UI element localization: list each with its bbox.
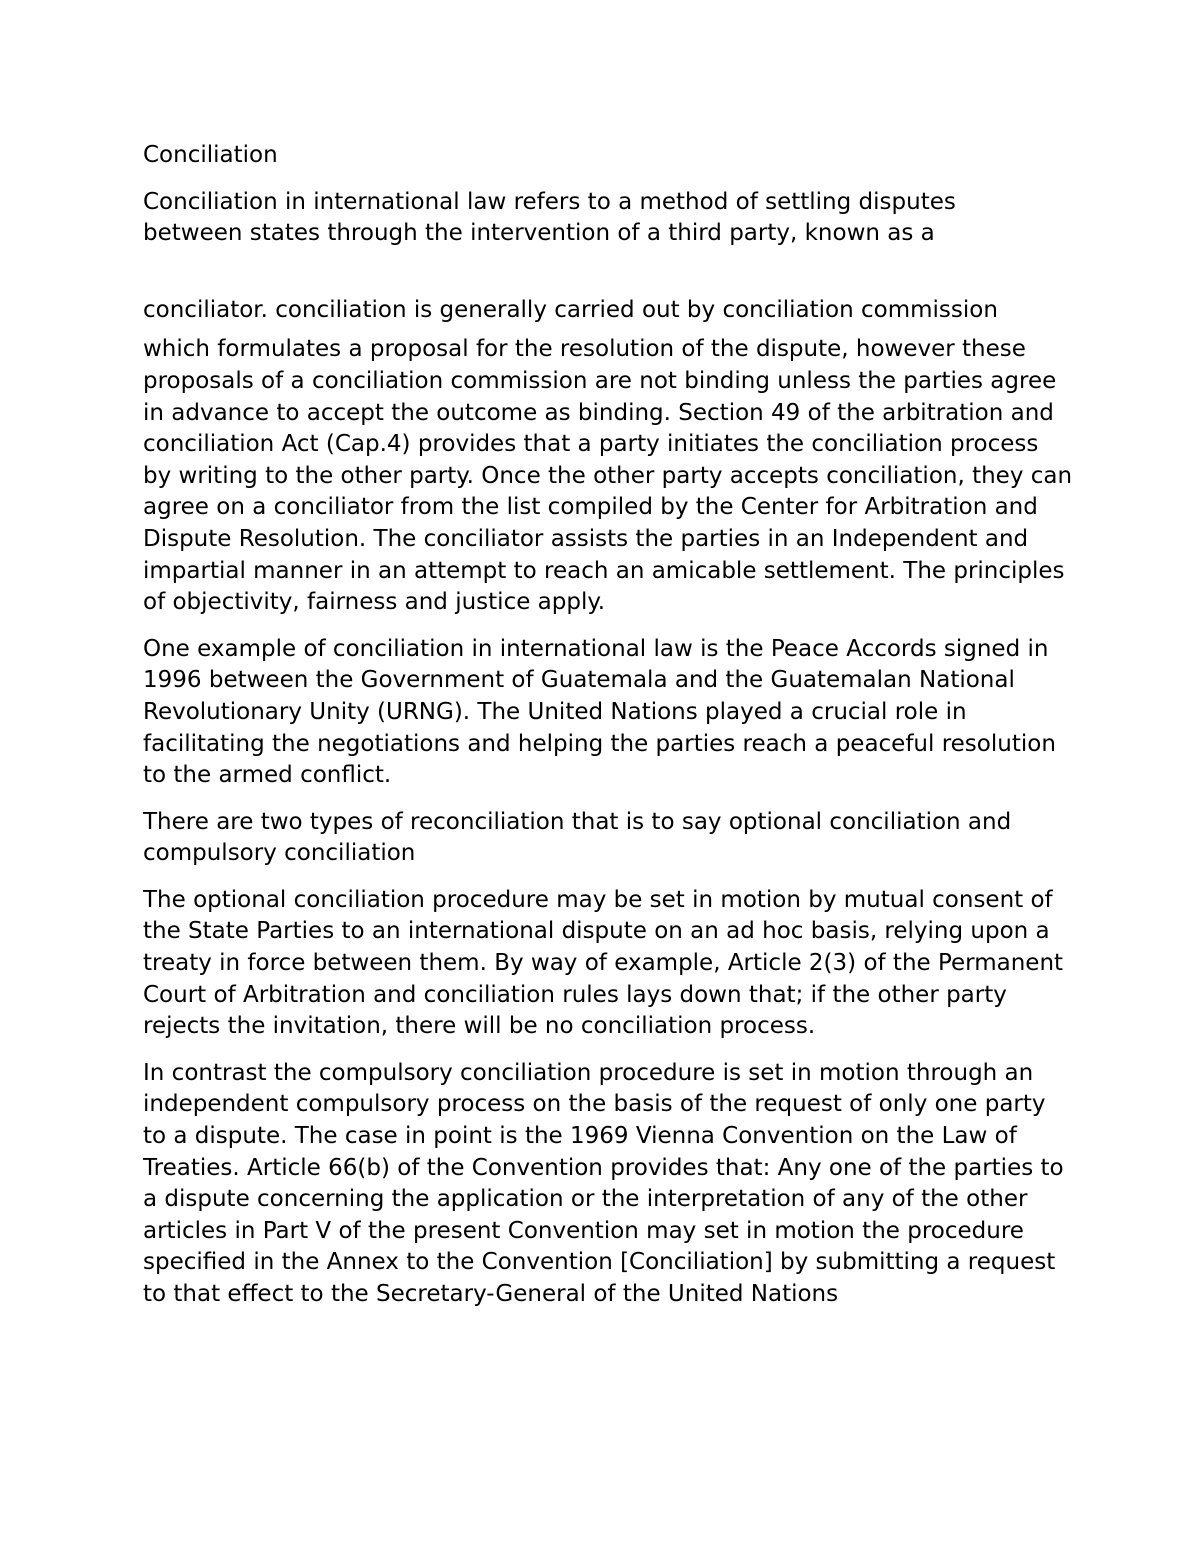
document-body	[143, 140, 1073, 1326]
intro-line-1: Conciliation in international law refers to a method of settling disputes	[143, 188, 956, 215]
paragraph-commission: which formulates a proposal for the resolution of the dispute, however these proposals of a conciliation commission are not binding unless the parties agree in advance to accept the outcome as binding. Section 49 of the arbitration and conciliation Act (Cap.4) provides that a party initiates the conciliation process by writing to the other party. Once the other party accepts conciliation, they can agree on a conciliator from the list compiled by the Center for Arbitration and Dispute Resolution. The conciliator assists the parties in an Independent and impartial manner in an attempt to reach an amicable settlement. The principles of objectivity, fairness and justice apply.	[143, 336, 1073, 616]
paragraph-optional: The optional conciliation procedure may be set in motion by mutual consent of the State Parties to an international dispute on an ad hoc basis, relying upon a treaty in force between them. By way of example, Article 2(3) of the Permanent Court of Arbitration and conciliation rules lays down that; if the other party rejects the invitation, there will be no conciliation process.	[143, 886, 1064, 1040]
paragraph-example: One example of conciliation in international law is the Peace Accords signed in 1996 between the Government of Guatemala and the Guatemalan National Revolutionary Unity (URNG). The United Nations played a crucial role in facilitating the negotiations and helping the parties reach a peaceful resolution to the armed conflict.	[143, 635, 1056, 789]
conciliator-line: conciliator. conciliation is generally carried out by conciliation commission	[143, 296, 998, 323]
document-title: Conciliation	[143, 142, 278, 168]
paragraph-types: There are two types of reconciliation that is to say optional conciliation and compulsory conciliation	[143, 808, 1012, 867]
paragraph-compulsory: In contrast the compulsory conciliation procedure is set in motion through an independent compulsory process on the basis of the request of only one party to a dispute. The case in point is the 1969 Vienna Convention on the Law of Treaties. Article 66(b) of the Convention provides that: Any one of the parties to a dispute concerning the application or the interpretation of any of the other articles in Part V of the present Convention may set in motion the procedure specified in the Annex to the Convention [Conciliation] by submitting a request to that effect to the Secretary-General of the United Nations	[143, 1059, 1064, 1307]
intro-line-2: between states through the intervention of a third party, known as a	[143, 220, 935, 247]
